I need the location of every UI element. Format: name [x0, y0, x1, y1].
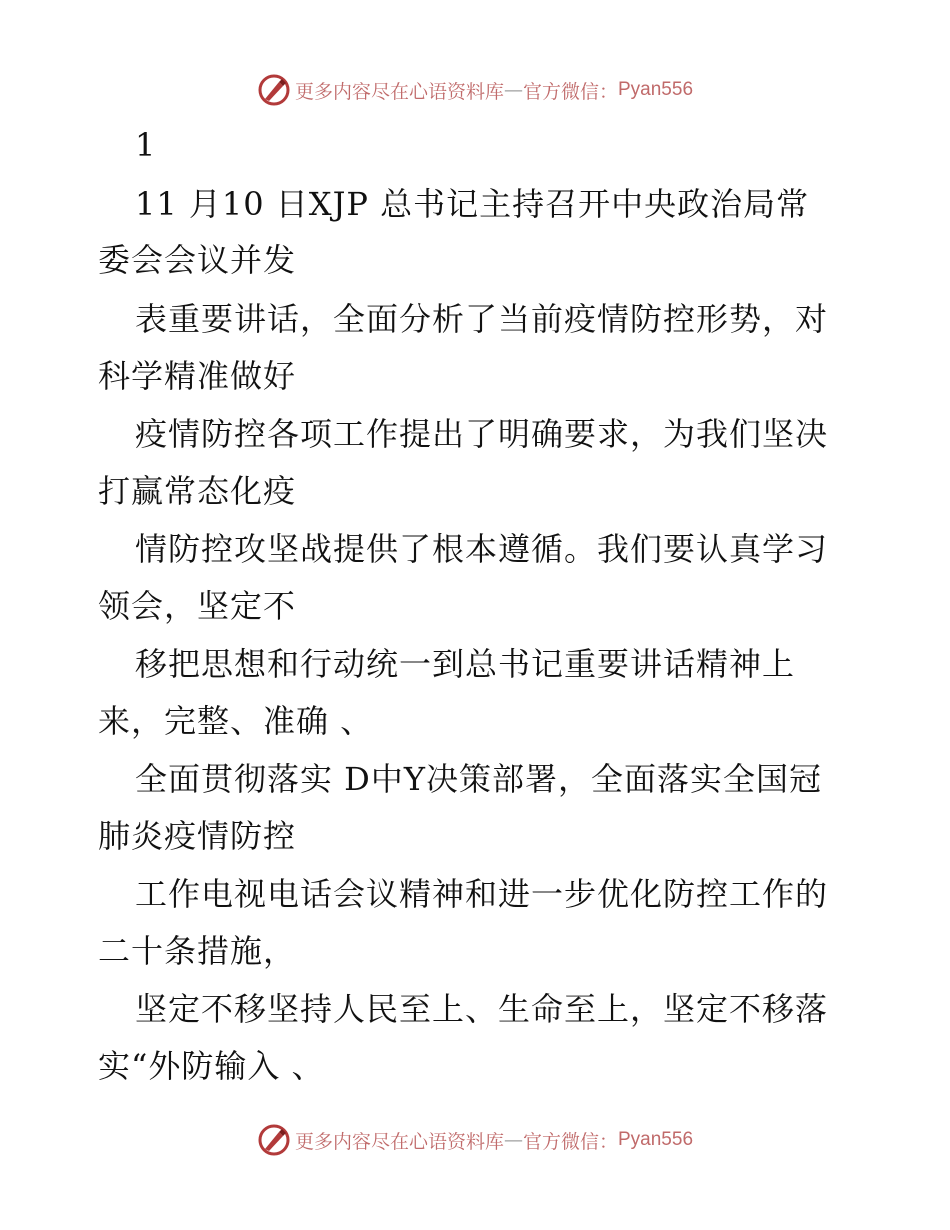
text-line: 移把思想和行动统一到总书记重要讲话精神上: [135, 645, 796, 683]
text-line: 科学精准做好: [98, 357, 297, 395]
watermark-text: 更多内容尽在心语资料库: [294, 80, 504, 103]
text-line: 11 月10 日XJP 总书记主持召开中央政治局常: [135, 185, 810, 223]
watermark-text: 更多内容尽在心语资料库: [294, 1130, 504, 1153]
footer-watermark: [0, 1120, 950, 1160]
text-line: 全面贯彻落实 D中Y决策部署，全面落实全国冠: [135, 760, 822, 798]
text-line: 表重要讲话，全面分析了当前疫情防控形势，对: [135, 300, 829, 338]
pen-logo-icon: [257, 73, 291, 107]
pen-logo-icon: [257, 1123, 291, 1157]
text-line: 坚定不移坚持人民至上、生命至上，坚定不移落: [135, 990, 829, 1028]
text-line: 实“外防输入 、: [98, 1047, 325, 1085]
header-watermark: [0, 70, 950, 110]
watermark-id: Pyan556: [618, 1129, 694, 1150]
watermark-label: 官方微信：: [522, 1130, 618, 1153]
watermark-label: 官方微信：: [522, 80, 618, 103]
watermark-id: Pyan556: [618, 79, 694, 100]
watermark-separator: —: [503, 79, 523, 101]
watermark-separator: —: [503, 1129, 523, 1151]
text-line: 领会，坚定不: [98, 587, 297, 625]
text-line: 委会会议并发: [98, 241, 297, 279]
text-line: 肺炎疫情防控: [98, 817, 297, 855]
text-line: 工作电视电话会议精神和进一步优化防控工作的: [135, 875, 829, 913]
text-line: 1: [135, 126, 157, 164]
text-line: 打赢常态化疫: [98, 472, 297, 510]
text-line: 疫情防控各项工作提出了明确要求，为我们坚决: [135, 415, 829, 453]
text-line: 二十条措施，: [98, 932, 297, 970]
text-line: 来，完整、准确 、: [98, 702, 374, 740]
text-line: 情防控攻坚战提供了根本遵循。我们要认真学习: [135, 530, 829, 568]
